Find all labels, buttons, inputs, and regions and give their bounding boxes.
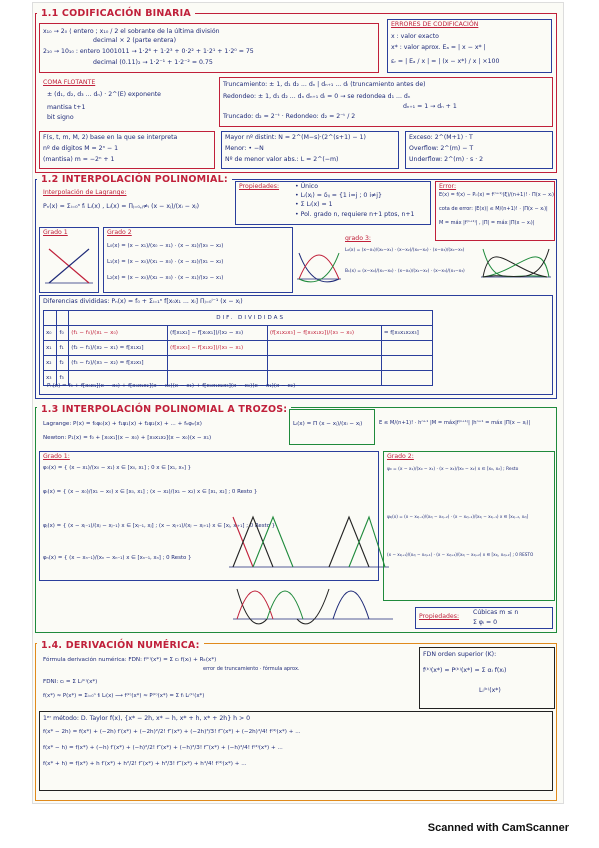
rounding-line: Redondeo: ± 1, d₁ d₂ ... dₙ dₙ₊₁ dᵢ = 0 → se redondea d₁ ... dₙ [223,93,411,100]
degree-1-label: Grado 1 [43,229,68,236]
degree-3-plot [481,241,551,287]
properties-title: Propiedades: [239,183,280,190]
phij-formula: φⱼ(x) = { (x − xⱼ₋₁)/(xⱼ − xⱼ₋₁) x ∈ [xⱼ₋₁, xⱼ] ; (x − xⱼ₊₁)/(xⱼ − xⱼ₊₁) x ∈ [xⱼ, xⱼ₊₁] ; 0 Resto } [43,523,276,529]
table-row: x₃ f₃ [44,371,433,386]
fdn-note: error de truncamiento · fórmula aprox. [203,666,300,672]
piecewise-lagrange: Lagrange: P(x) = f₀φ₀(x) + f₁φ₁(x) + f₂φ₂(x) + ... + fₙφₙ(x) [43,421,202,427]
coma-flotante-title: COMA FLOTANTE [43,79,96,86]
piecewise-props-2: Σ φᵢ = 0 [473,619,498,626]
lagrange-formula: Pₙ(x) = Σᵢ₌₀ⁿ fᵢ Lᵢ(x) , Lᵢ(x) = Πⱼ₌₀,ⱼ≠ᵢ (x − xⱼ)/(xᵢ − xⱼ) [43,203,200,210]
taylor-2: f(x* − h) = f(x*) + (−h) f′(x*) + (−h)²/2! f″(x*) + (−h)³/3! f‴(x*) + (−h)⁴/4! f⁽⁴⁾(x*) + ... [43,745,283,751]
piecewise-newton: Newton: P₁(x) = f₀ + [x₀x₁](x − x₀) + [x₀x₁x₂](x − x₀)(x − x₁) [43,435,212,441]
errors-line-3: εᵣ = | Eₐ / x | = | (x − x*) / x | ×100 [391,58,500,65]
section-1-4-title: 1.4. DERIVACIÓN NUMÉRICA: [37,639,204,652]
errors-title: ERRORES DE CODIFICACIÓN [391,21,479,28]
table-row: x₁ f₁ (f₂ − f₁)/(x₂ − x₁) = f[x₁x₂] (f[x₂x₃] − f[x₁x₂])/(x₃ − x₁) [44,341,433,356]
taylor-title: 1ᵉʳ método: D. Taylor f(x), {x* − 2h, x* − h, x* + h, x* + 2h} h > 0 [43,715,251,722]
notes-sheet [32,2,564,804]
divided-diff-final: Pₙ(x) = f₀ + f[x₀x₁](x − x₀) + f[x₀x₁x₂](x − x₀)(x − x₁) + f[x₀x₁x₂x₃](x − x₀)(x − x₁)(x − x₂) [47,383,296,389]
grado2-label: Grado 2: [387,453,414,460]
error-bound-2: M = máx |f⁽ⁿ⁺¹⁾| , |Π| = máx |Π(x − xᵢ)| [439,220,535,226]
conversion-line-2b: decimal (0.11)₂ → 1·2⁻¹ + 1·2⁻² = 0.75 [93,59,213,66]
table-row: x₀ f₀ (f₁ − f₀)/(x₁ − x₀) (f[x₁x₂] − f[x₀x₁])/(x₂ − x₀) (f[x₁x₂x₃] − f[x₀x₁x₂])/(x₃ − x₀) = f[x₀x₁x₂x₃] [44,326,433,341]
properties-4: • Pol. grado n, requiere n+1 ptos, n+1 [295,211,415,218]
higher-order-1: f⁽ᵏ⁾(x*) ≈ P⁽ᵏ⁾(x*) = Σ αᵢ f(xᵢ) [423,667,507,674]
fdni-formula-2: f(x*) ≈ P(x*) = Σᵢ₌₀ⁿ fᵢ Lᵢ(x) ⟶ f⁽ᵏ⁾(x*) ≈ P⁽ᵏ⁾(x*) = Σ fᵢ Lᵢ⁽ᵏ⁾(x*) [43,693,205,699]
fsystem-line-2: nº de dígitos M = 2ⁿ − 1 [43,145,119,152]
table-row: x₂ f₂ (f₃ − f₂)/(x₃ − x₂) = f[x₂x₃] [44,356,433,371]
scanner-watermark: Scanned with CamScanner [427,822,569,834]
degree-3-l0: L₀(x) = (x−x₁)/(x₀−x₁) · (x−x₂)/(x₀−x₂) · (x−x₃)/(x₀−x₃) [345,248,465,253]
degree-1-plot [43,241,95,289]
errors-line-1: x : valor exacto [391,33,439,40]
section-1-1-title: 1.1 CODIFICACIÓN BINARIA [37,7,195,20]
degree-2-label: Grado 2 [107,229,132,236]
properties-1: • Único [295,183,318,190]
exceso-line: Exceso: 2^(M+1) · T [409,134,473,141]
truncation-line: Truncamiento: ± 1, d₁ d₂ ... dₙ | dₙ₊₁ ... dᵢ (truncamiento antes de) [223,81,426,88]
quadratic-pieces-plot [233,581,393,629]
conversion-line-1: x₁₀ → 2₀ ⟨ entero ; x₁₀ / 2 el sobrante de la última división [43,28,220,35]
coma-line-1: ± (d₁, d₂, d₃ ... dₙ) · 2^(E) exponente [47,91,161,98]
taylor-1: f(x* − 2h) = f(x*) + (−2h) f′(x*) + (−2h)²/2! f″(x*) + (−2h)³/3! f‴(x*) + (−2h)⁴/4! f⁽⁴⁾(x*) + ... [43,729,301,735]
higher-order-2: Lᵢ⁽ᵏ⁾(x*) [479,687,501,694]
dd-header: DIF. DIVIDIDAS [69,311,433,326]
error-formula: E(x) = f(x) − Pₙ(x) = f⁽ⁿ⁺¹⁾(ξ)/(n+1)! · Π(x − xᵢ) [439,192,554,198]
phin-formula: φₙ(x) = { (x − xₙ₋₁)/(xₙ − xₙ₋₁) x ∈ [xₙ₋₁, xₙ] ; 0 Resto } [43,555,192,561]
degree-2-plot [297,243,341,287]
degree-2-l0: L₀(x) = (x − x₁)/(x₀ − x₁) · (x − x₂)/(x₀ − x₂) [107,243,224,249]
section-1-2-title: 1.2 INTERPOLACIÓN POLINOMIAL: [37,173,232,186]
truncation-line-2: Truncado: d₂ = 2⁻ᵗ · Redondeo: d₂ = 2⁻ᵗ / 2 [223,113,356,120]
hat-functions-plot [229,507,389,579]
piecewise-props-1: Cúbicas m ≤ n [473,609,519,616]
psij-formula-2: (x − x₂ⱼ₊₁)/(x₂ⱼ − x₂ⱼ₊₁) · (x − x₂ⱼ₊₂)/(x₂ⱼ − x₂ⱼ₊₂) x ∈ [x₂ⱼ, x₂ⱼ₊₂] ; 0 RESTO [387,552,534,557]
higher-order-title: FDN orden superior (K): [423,651,497,658]
min-number-line-2: Nº de menor valor abs.: L = 2^(−m) [225,156,339,163]
psi0-formula: ψ₀ = (x − x₁)/(x₀ − x₁) · (x − x₂)/(x₀ − x₂) x ∈ [x₀, x₂] ; Resto [387,467,519,472]
lagrange-title: Interpolación de Lagrange: [43,189,127,196]
error-bound: cota de error: |E(x)| ≤ M/(n+1)! · |Π(x − xᵢ)| [439,206,548,212]
fdni-formula: FDNI: cᵢ = Σ Lᵢ⁽ᵏ⁾(x*) [43,679,98,685]
properties-2: • Lᵢ(xⱼ) = δᵢⱼ = {1 i=j ; 0 i≠j} [295,192,382,199]
conversion-line-2: 2₁₀ → 10₁₀ : entero 1001011 → 1·2⁶ + 1·2³ + 0·2² + 1·2¹ + 1·2⁰ = 75 [43,48,254,55]
rounding-line-2: dₙ₊₁ = 1 → dₙ + 1 [403,103,457,110]
degree-2-l2: L₂(x) = (x − x₀)/(x₂ − x₀) · (x − x₁)/(x₂ − x₁) [107,275,224,281]
coma-line-2: mantisa t+1 [47,104,86,111]
grado1-label: Grado 1: [43,453,70,460]
divided-diff-table [43,310,433,386]
overflow-line: Overflow: 2^(m) − T [409,145,474,152]
section-1-3-title: 1.3 INTERPOLACIÓN POLINOMIAL A TROZOS: [37,403,291,416]
phi0-formula: φ₀(x) = { (x − x₁)/(x₀ − x₁) x ∈ [x₀, x₁] ; 0 x ∈ [x₁, xₙ] } [43,465,192,471]
piecewise-props-title: Propiedades: [419,613,460,620]
phii-formula: φᵢ(x) = { (x − x₀)/(x₁ − x₀) x ∈ [x₀, x₁] ; (x − x₂)/(x₁ − x₂) x ∈ [x₁, x₂] ; 0 Resto } [43,489,258,495]
li-formula: Lᵢ(x) = Π (x − xⱼ)/(xᵢ − xⱼ) [293,421,363,427]
conversion-line-1b: decimal × 2 (parte entera) [93,37,177,44]
divided-diff-formula: Diferencias divididas: Pₙ(x) = f₀ + Σᵢ₌₁ⁿ f[x₀x₁ ... xᵢ] Πⱼ₌₀ⁱ⁻¹ (x − xⱼ) [43,298,243,305]
psij-formula: ψ₂ⱼ(x) = (x − x₂ⱼ₋₂)/(x₂ⱼ − x₂ⱼ₋₂) · (x − x₂ⱼ₋₁)/(x₂ⱼ − x₂ⱼ₋₁) x ∈ [x₂ⱼ₋₂, x₂ⱼ] [387,514,529,519]
max-number-line: Mayor nº distint: N = 2^(M−s)·(2^(s+1) − 1) [225,134,366,141]
min-number-line: Menor: • −N [225,145,264,152]
fsystem-line-3: (mantisa) m = −2ⁿ + 1 [43,156,115,163]
underflow-line: Underflow: 2^(m) · s · 2 [409,156,484,163]
error-title: Error: [439,183,457,190]
fdn-formula: Fórmula derivación numérica: FDN: f⁽ᵏ⁾(x*) = Σ cᵢ f(xᵢ) + Rₖ(x*) [43,657,217,663]
piecewise-error: E ≤ M/(n+1)! · hⁿ⁺¹ |M = máx|f⁽ⁿ⁺¹⁾| |hⁿ⁺¹ = máx |Π(x − xⱼ)| [379,420,531,426]
fsystem-line-1: F(s, t, m, M, 2) base en la que se interpreta [43,134,178,141]
degree-2-l1: L₁(x) = (x − x₀)/(x₁ − x₀) · (x − x₂)/(x₁ − x₂) [107,259,224,265]
grado2-box [383,451,555,601]
coma-line-3: bit signo [47,114,74,121]
taylor-3: f(x* + h) = f(x*) + h f′(x*) + h²/2! f″(x*) + h³/3! f‴(x*) + h⁴/4! f⁽⁴⁾(x*) + ... [43,761,247,767]
properties-3: • Σ Lᵢ(x) = 1 [295,201,333,208]
degree-3-l1: B₁(x) = (x−x₀)/(x₁−x₀) · (x−x₂)/(x₁−x₂) · (x−x₃)/(x₁−x₃) [345,269,465,274]
errors-line-2: x* : valor aprox. Eₐ = | x − x* | [391,44,486,51]
degree-3-label: grado 3: [345,235,371,242]
